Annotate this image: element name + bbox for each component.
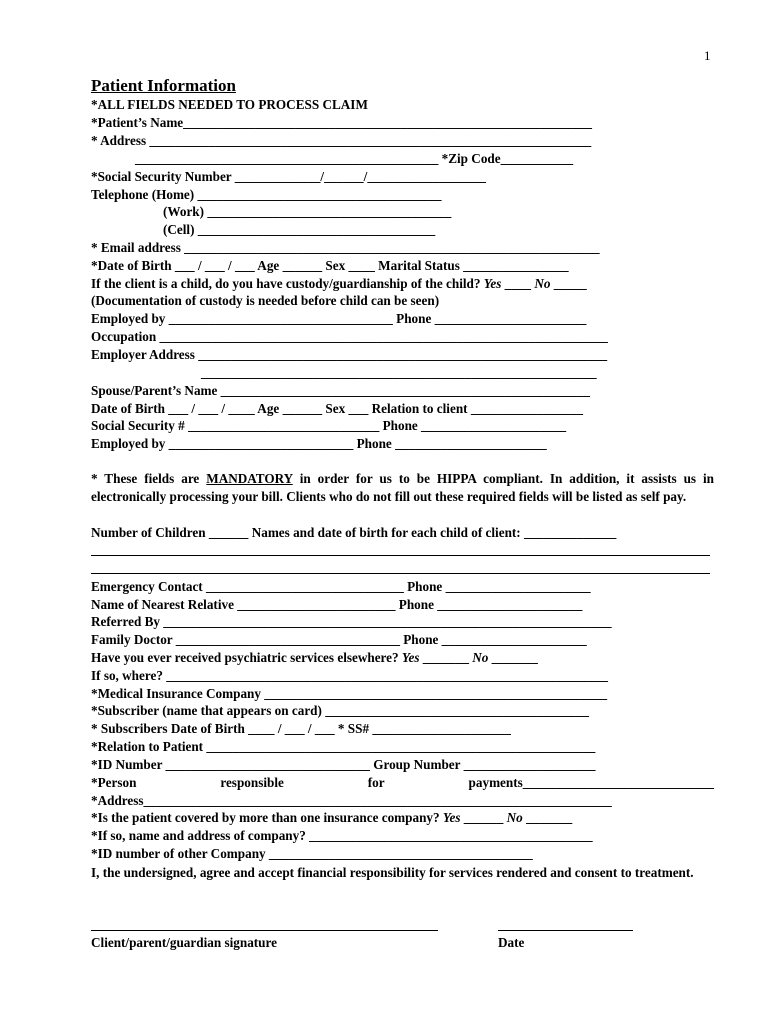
cell-phone-field[interactable]: (Cell) ____________________________________ (163, 222, 436, 237)
spouse-employer-field[interactable]: Employed by ____________________________ Phone _______________________ (91, 436, 547, 451)
subscriber-dob-ssn-field[interactable]: * Subscribers Date of Birth ____ / ___ / ___ * SS# _____________________ (91, 721, 511, 736)
other-id-number-field[interactable]: *ID number of other Company ________________________________________ (91, 846, 533, 861)
family-doctor-field[interactable]: Family Doctor __________________________________ Phone ______________________ (91, 632, 587, 647)
employer-address-field[interactable]: Employer Address ______________________________________________________________ (91, 347, 608, 362)
responsible-address-field[interactable]: *Address_______________________________________________________________________ (91, 793, 612, 808)
mandatory-notice: * These fields are MANDATORY in order for us to be HIPPA compliant. In addition, it assists us in electronically processing your bill. Clients who do not fill out these required fields will be listed as self pay. (91, 471, 714, 504)
employer-address-line2[interactable]: ____________________________________________________________ (201, 365, 597, 380)
multiple-insurance-question[interactable]: *Is the patient covered by more than one insurance company? Yes ______ No _______ (91, 810, 573, 825)
custody-note: (Documentation of custody is needed before child can be seen) (91, 293, 440, 308)
person-responsible-field[interactable]: *Person responsible for payments_____________________________ (91, 775, 714, 790)
id-group-number-field[interactable]: *ID Number _______________________________ Group Number ____________________ (91, 757, 596, 772)
required-notice: *ALL FIELDS NEEDED TO PROCESS CLAIM (91, 97, 368, 112)
address-field[interactable]: * Address ___________________________________________________________________ (91, 133, 592, 148)
dob-age-sex-marital-field[interactable]: *Date of Birth ___ / ___ / ___ Age ______ Sex ____ Marital Status ________________ (91, 258, 569, 273)
consent-statement: I, the undersigned, agree and accept financial responsibility for services rendered and consent to treatment. (91, 865, 694, 880)
date-label: Date (498, 935, 525, 950)
spouse-parent-name-field[interactable]: Spouse/Parent’s Name ________________________________________________________ (91, 383, 590, 398)
if-so-where-field[interactable]: If so, where? ___________________________________________________________________ (91, 668, 608, 683)
page-title: Patient Information (91, 76, 236, 95)
employer-field[interactable]: Employed by __________________________________ Phone _______________________ (91, 311, 587, 326)
psychiatric-services-question[interactable]: Have you ever received psychiatric services elsewhere? Yes _______ No _______ (91, 650, 538, 665)
email-field[interactable]: * Email address _______________________________________________________________ (91, 240, 600, 255)
page-number: 1 (704, 48, 711, 63)
nearest-relative-field[interactable]: Name of Nearest Relative ________________________ Phone ______________________ (91, 597, 583, 612)
signature-label: Client/parent/guardian signature (91, 935, 277, 950)
referred-by-field[interactable]: Referred By ____________________________________________________________________ (91, 614, 612, 629)
custody-question[interactable]: If the client is a child, do you have custody/guardianship of the child? Yes ____ No _____ (91, 276, 587, 291)
insurance-company-field[interactable]: *Medical Insurance Company ____________________________________________________ (91, 686, 608, 701)
occupation-field[interactable]: Occupation ____________________________________________________________________ (91, 329, 608, 344)
work-phone-field[interactable]: (Work) _____________________________________ (163, 204, 452, 219)
zip-code-field[interactable]: ______________________________________________ *Zip Code___________ (135, 151, 574, 166)
spouse-dob-field[interactable]: Date of Birth ___ / ___ / ____ Age ______ Sex ___ Relation to client _________________ (91, 401, 583, 416)
children-line-1[interactable] (91, 555, 710, 556)
ssn-field[interactable]: *Social Security Number _____________/______/__________________ (91, 169, 487, 184)
signature-line[interactable] (91, 930, 438, 931)
date-line[interactable] (498, 930, 633, 931)
home-phone-field[interactable]: Telephone (Home) _____________________________________ (91, 187, 442, 202)
emergency-contact-field[interactable]: Emergency Contact ______________________________ Phone ______________________ (91, 579, 591, 594)
subscriber-field[interactable]: *Subscriber (name that appears on card) ________________________________________ (91, 703, 589, 718)
other-company-field[interactable]: *If so, name and address of company? ___________________________________________ (91, 828, 593, 843)
patient-name-field[interactable]: *Patient’s Name______________________________________________________________ (91, 115, 592, 130)
children-line-2[interactable] (91, 573, 710, 574)
spouse-ssn-field[interactable]: Social Security # _____________________________ Phone ______________________ (91, 418, 567, 433)
children-field[interactable]: Number of Children ______ Names and date of birth for each child of client: ______________ (91, 525, 617, 540)
relation-to-patient-field[interactable]: *Relation to Patient ___________________________________________________________ (91, 739, 596, 754)
